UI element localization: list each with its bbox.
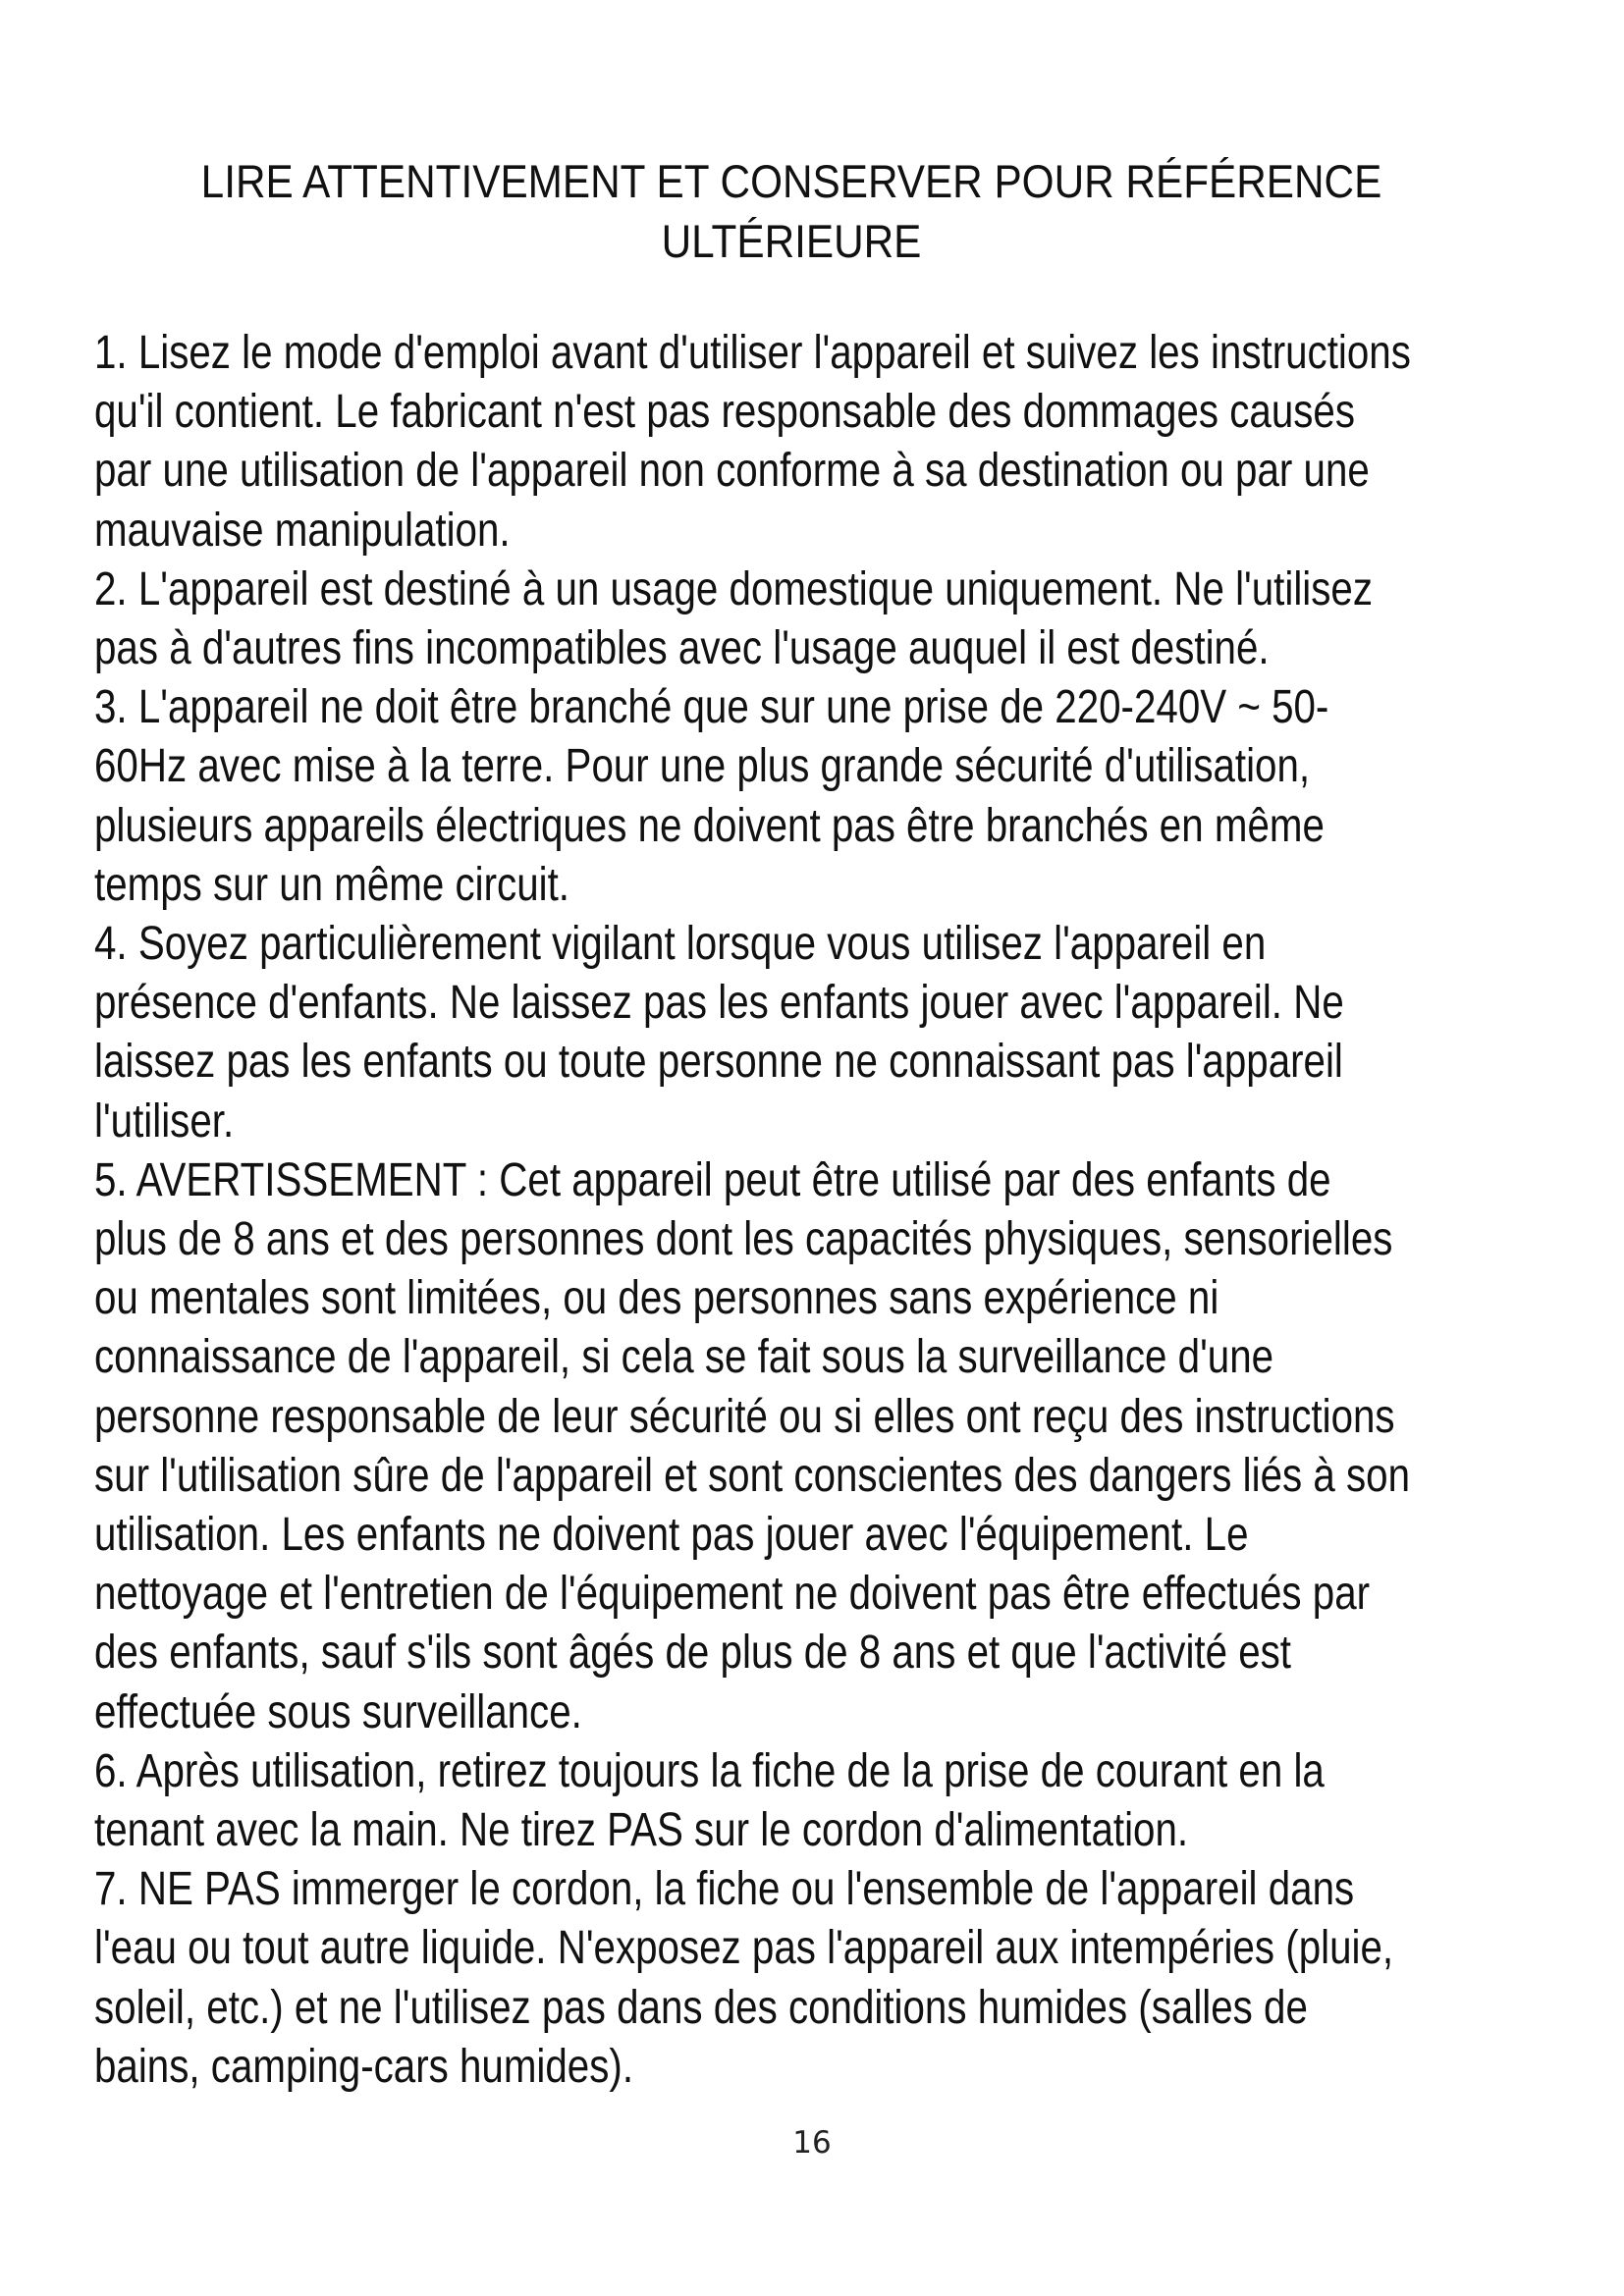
page-title: [164, 151, 1419, 271]
instruction-item-4: 4. Soyez particulièrement vigilant lorsque vous utilisez l'appareil en présence d'enfants. Ne laissez pas les enfants jouer avec l'appareil. Ne laissez pas les enfants ou toute personne ne connaissant pas l'appareil l'utiliser.: [94, 918, 1344, 1148]
title-line-2: ULTÉRIEURE: [661, 215, 922, 267]
page-number: 16: [792, 2125, 832, 2161]
instruction-item-1: 1. Lisez le mode d'emploi avant d'utiliser l'appareil et suivez les instructions qu'il contient. Le fabricant n'est pas responsable des dommages causés par une utilisation de l'appareil non conforme à sa destination ou par une mauvaise manipulation.: [94, 327, 1411, 557]
instruction-item-6: 6. Après utilisation, retirez toujours la fiche de la prise de courant en la tenant avec la main. Ne tirez PAS sur le cordon d'alimentation.: [94, 1744, 1325, 1857]
instruction-item-3: 3. L'appareil ne doit être branché que sur une prise de 220-240V ~ 50-60Hz avec mise à la terre. Pour une plus grande sécurité d'utilisation, plusieurs appareils électriques ne doivent pas être branchés en même temps sur un même circuit.: [94, 681, 1329, 911]
instruction-item-2: 2. L'appareil est destiné à un usage domestique uniquement. Ne l'utilisez pas à d'autres fins incompatibles avec l'usage auquel il est destiné.: [94, 562, 1373, 675]
instruction-item-5: 5. AVERTISSEMENT : Cet appareil peut être utilisé par des enfants de plus de 8 ans et des personnes dont les capacités physiques, sensorielles ou mentales sont limitées, ou des personnes sans expérience ni connaissance de l'appareil, si cela se fait sous la surveillance d'une personne responsable de leur sécurité ou si elles ont reçu des instructions sur l'utilisation sûre de l'appareil et sont conscientes des dangers liés à son utilisation. Les enfants ne doivent pas jouer avec l'équipement. Le nettoyage et l'entretien de l'équipement ne doivent pas être effectués par des enfants, sauf s'ils sont âgés de plus de 8 ans et que l'activité est effectuée sous surveillance.: [94, 1153, 1410, 1738]
instruction-item-7: 7. NE PAS immerger le cordon, la fiche ou l'ensemble de l'appareil dans l'eau ou tout autre liquide. N'exposez pas l'appareil aux intempéries (pluie, soleil, etc.) et ne l'utilisez pas dans des conditions humides (salles de bains, camping-cars humides).: [94, 1863, 1394, 2093]
instructions-list: [94, 324, 1414, 2097]
title-line-1: LIRE ATTENTIVEMENT ET CONSERVER POUR RÉFÉRENCE: [200, 155, 1382, 207]
